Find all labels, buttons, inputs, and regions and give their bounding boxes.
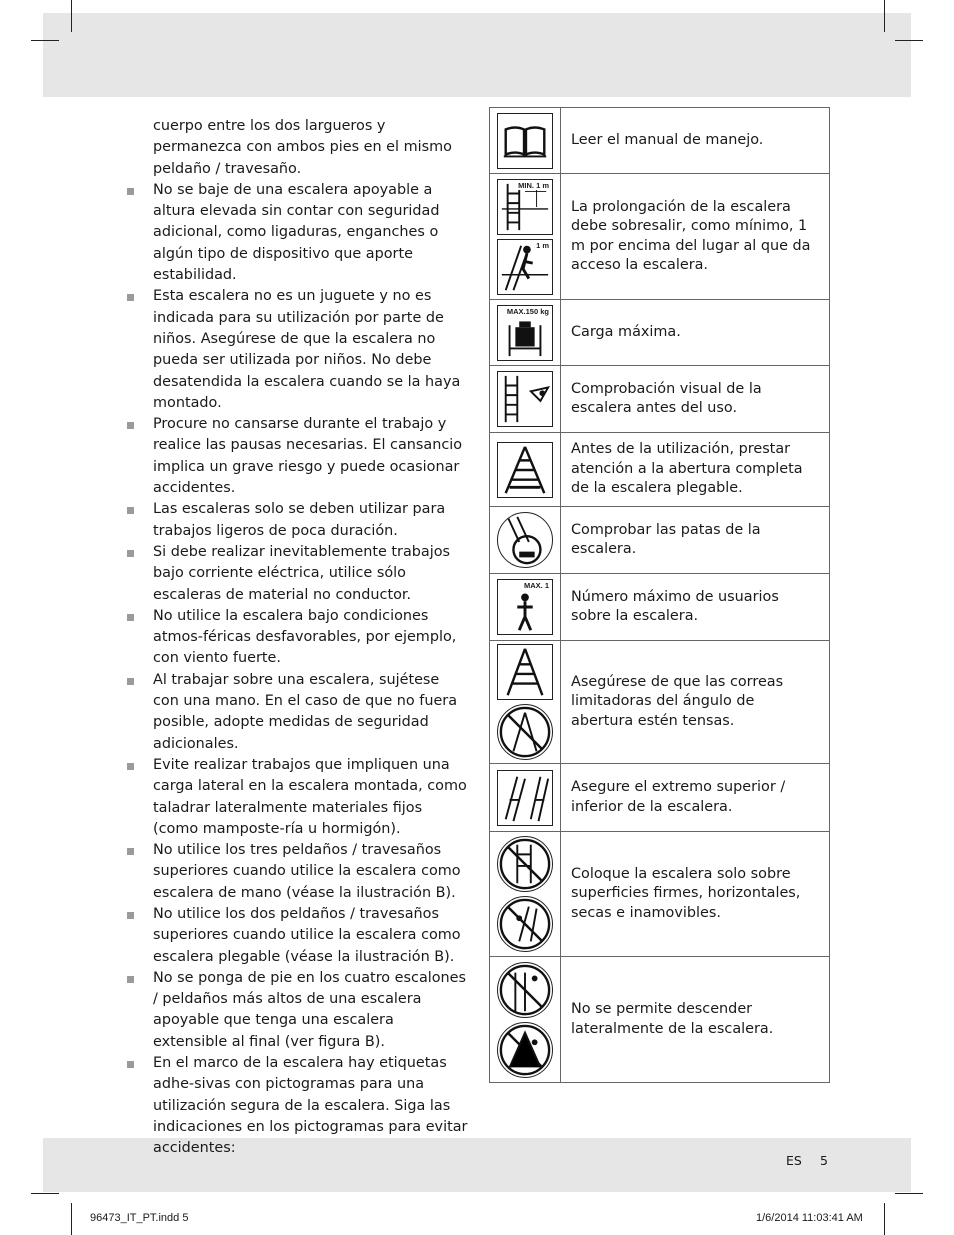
continuation-paragraph (124, 116, 469, 180)
paragraph-text: Las escaleras solo se deben utilizar para trabajos ligeros de poca duración. (153, 501, 446, 539)
header-band (43, 13, 911, 97)
manual-book-icon (497, 113, 553, 169)
safety-instructions-list (124, 116, 469, 1160)
bullet-square-icon (127, 848, 134, 855)
pictogram-cell (490, 433, 561, 506)
paragraph-text: Evite realizar trabajos que impliquen una carga lateral en la escalera montada, como taladrar lateralmente materiales fijos (como mamposte-ría u hormigón). (153, 756, 467, 837)
side-descent-prohibited-icon (497, 962, 553, 1018)
bullet-square-icon (127, 507, 134, 514)
pictogram-cell (490, 174, 561, 299)
stepladder-open-icon (497, 442, 553, 498)
paragraph-text: No se ponga de pie en los cuatro escalones / peldaños más altos de una escalera apoyable que tenga una escalera extensible al final (ver figura B). (153, 969, 467, 1050)
bullet-item (124, 499, 469, 542)
paragraph-text: En el marco de la escalera hay etiquetas adhe-sivas con pictogramas para una utilización segura de la escalera. Siga las indicaciones en los pictogramas para evitar accidentes: (153, 1055, 468, 1157)
crop-mark (895, 40, 923, 41)
pictogram-label: MAX. 1 (523, 581, 549, 590)
stepladder-prohibited-icon (497, 704, 553, 760)
pictogram-row (490, 300, 829, 366)
bullet-item (124, 904, 469, 968)
pictogram-cell (490, 574, 561, 640)
pictogram-row (490, 507, 829, 574)
pictogram-cell (490, 366, 561, 432)
paragraph-text: No utilice los dos peldaños / travesaños superiores cuando utilice la escalera como escalera plegable (véase la ilustración B). (153, 905, 461, 965)
paragraph-text: Si debe realizar inevitablemente trabajos bajo corriente eléctrica, utilice sólo escaleras de material no conductor. (153, 543, 451, 603)
pictogram-row (490, 174, 829, 300)
bullet-square-icon (127, 294, 134, 301)
pictogram-description: Comprobar las patas de la escalera. (571, 521, 761, 557)
paragraph-text: Esta escalera no es un juguete y no es indicada para su utilización por parte de niños. Asegúrese de que la escalera no pueda ser utilizada por niños. No debe desatendida la escalera cuando se la haya montado. (153, 288, 461, 411)
pictogram-row (490, 433, 829, 507)
bullet-item (124, 755, 469, 840)
pictogram-row (490, 108, 829, 174)
bullet-square-icon (127, 678, 134, 685)
max-load-icon (497, 305, 553, 361)
pictogram-cell (490, 507, 561, 573)
bullet-item (124, 606, 469, 670)
bullet-square-icon (127, 1061, 134, 1068)
pictogram-label: MAX.150 kg (506, 306, 549, 316)
pictogram-row (490, 366, 829, 433)
pictogram-description: Asegure el extremo superior / inferior de la escalera. (571, 779, 786, 815)
bullet-item (124, 180, 469, 286)
bullet-item (124, 286, 469, 414)
slug-filename: 96473_IT_PT.indd 5 (90, 1212, 189, 1224)
pictogram-row (490, 574, 829, 641)
pictogram-description: Número máximo de usuarios sobre la escalera. (571, 588, 779, 624)
bullet-square-icon (127, 614, 134, 621)
stepladder-straps-icon (497, 644, 553, 700)
crop-mark (884, 0, 885, 32)
pictogram-row (490, 832, 829, 957)
pictogram-row (490, 641, 829, 764)
bullet-item (124, 414, 469, 499)
max-users-icon (497, 579, 553, 635)
side-step-prohibited-icon (497, 1022, 553, 1078)
pictogram-cell (490, 108, 561, 173)
ladder-min-extension-icon (497, 179, 553, 235)
slippery-ground-prohibited-icon (497, 896, 553, 952)
language-code: ES (786, 1153, 802, 1168)
ladder-feet-check-icon (497, 512, 553, 568)
pictogram-description: La prolongación de la escalera debe sobresalir, como mínimo, 1 m por encima del lugar al que da acceso la escalera. (571, 198, 811, 273)
paragraph-text: Procure no cansarse durante el trabajo y realice las pausas necesarias. El cansancio implica un grave riesgo y puede ocasionar accidentes. (153, 416, 463, 497)
page-number: 5 (820, 1153, 828, 1168)
pictogram-description: Leer el manual de manejo. (571, 131, 764, 148)
pictogram-description: Coloque la escalera solo sobre superficies firmes, horizontales, secas e inamovibles. (571, 865, 801, 921)
ladder-secure-ends-icon (497, 770, 553, 826)
pictogram-cell (490, 641, 561, 763)
crop-mark (884, 1203, 885, 1235)
pictogram-label: 1 m (536, 240, 549, 250)
pictogram-row (490, 957, 829, 1083)
pictogram-table (489, 107, 830, 1083)
visual-inspection-icon (497, 371, 553, 427)
paragraph-text: No utilice los tres peldaños / travesaños superiores cuando utilice la escalera como escalera de mano (véase la ilustración B). (153, 842, 461, 901)
pictogram-cell (490, 764, 561, 831)
crop-mark (71, 0, 72, 32)
paragraph-text: Al trabajar sobre una escalera, sujétese con una mano. En el caso de que no fuera posible, adopte medidas de seguridad adicionales. (153, 671, 458, 752)
pictogram-description: Asegúrese de que las correas limitadoras del ángulo de abertura estén tensas. (571, 673, 784, 729)
pictogram-description: Comprobación visual de la escalera antes del uso. (571, 380, 762, 416)
pictogram-description: No se permite descender lateralmente de la escalera. (571, 1001, 774, 1037)
bullet-square-icon (127, 188, 134, 195)
pictogram-description: Antes de la utilización, prestar atención a la abertura completa de la escalera plegable. (571, 441, 803, 497)
bullet-item (124, 670, 469, 755)
bullet-square-icon (127, 976, 134, 983)
pictogram-cell (490, 957, 561, 1082)
pictogram-description: Carga máxima. (571, 323, 681, 340)
paragraph-text: No utilice la escalera bajo condiciones atmos-féricas desfavorables, por ejemplo, con viento fuerte. (153, 607, 457, 667)
crop-mark (895, 1193, 923, 1194)
slug-timestamp: 1/6/2014 11:03:41 AM (756, 1212, 863, 1224)
bullet-square-icon (127, 550, 134, 557)
pictogram-label: MIN. 1 m (518, 180, 549, 190)
paragraph-text: cuerpo entre los dos largueros y permanezca con ambos pies en el mismo peldaño / travesaño. (153, 118, 452, 177)
crop-mark (31, 1193, 59, 1194)
bullet-item (124, 968, 469, 1053)
pictogram-cell (490, 832, 561, 956)
paragraph-text: No se baje de una escalera apoyable a altura elevada sin contar con seguridad adicional, como ligaduras, enganches o algún tipo de dispositivo que aporte estabilidad. (153, 181, 440, 284)
crop-mark (31, 40, 59, 41)
bullet-square-icon (127, 912, 134, 919)
bullet-square-icon (127, 422, 134, 429)
pictogram-cell (490, 300, 561, 365)
ladder-extension-person-icon (497, 239, 553, 295)
bullet-item (124, 542, 469, 606)
bullet-square-icon (127, 763, 134, 770)
crop-mark (71, 1203, 72, 1235)
bullet-item (124, 840, 469, 904)
pictogram-row (490, 764, 829, 832)
bullet-item (124, 1053, 469, 1159)
uneven-ground-prohibited-icon (497, 836, 553, 892)
